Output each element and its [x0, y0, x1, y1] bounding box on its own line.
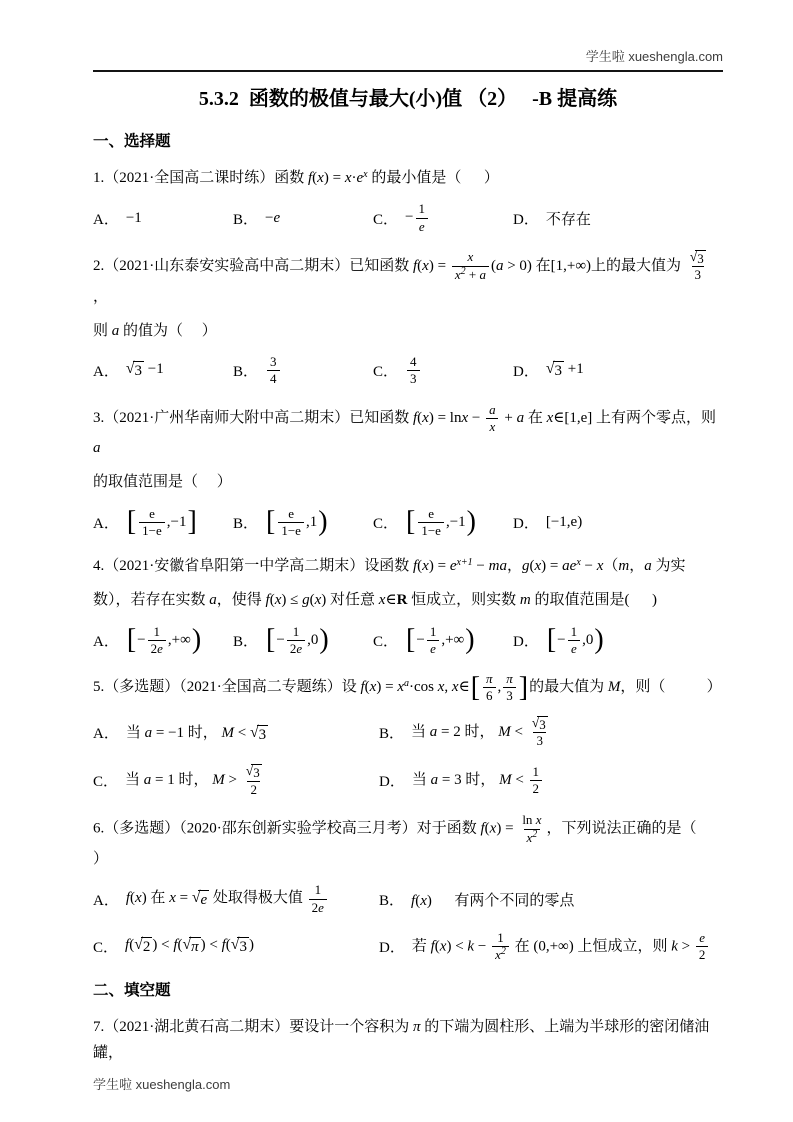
question-3-stem-continued: 的取值范围是（ ）: [93, 474, 232, 491]
option-value: f(x) 有两个不同的零点: [411, 892, 575, 909]
site-name: 学生啦 xueshengla.com: [93, 1077, 231, 1093]
option-label: D．: [513, 364, 539, 381]
question-5: [93, 671, 723, 798]
question-6-options-row-2: [93, 930, 723, 964]
question-6-option-a: [93, 882, 379, 916]
question-3: [93, 402, 723, 540]
option-label: C．: [93, 940, 119, 957]
option-label: B．: [233, 364, 259, 381]
option-label: A．: [93, 211, 119, 228]
question-1-option-b: [233, 208, 373, 229]
option-value: [− $\frac{1}{2e}$ ,+∞): [126, 623, 202, 656]
question-3-option-b: [233, 506, 373, 540]
page-title: 5.3.2 函数的极值与最大(小)值 （2） -B 提高练: [198, 88, 618, 110]
option-label: B．: [233, 515, 259, 532]
question-7: [93, 1014, 723, 1067]
option-value: f(x) 在 x = √ e 处取得极大值 $\frac{1}{2e}$: [126, 882, 329, 916]
option-value: [− $\frac{1}{2e}$ ,0): [266, 623, 329, 656]
header-divider: [93, 70, 723, 72]
question-2-option-b: [233, 354, 373, 388]
question-4-option-d: [513, 624, 723, 658]
option-value: 当 a = 1 时， M > √ 3 2: [125, 763, 260, 798]
question-7-stem: 7.（2021·湖北黄石高二期末）要设计一个容积为 π 的下端为圆柱形、上端为半球形的密闭储油罐，: [93, 1018, 710, 1061]
option-value: 若 f(x) < k − $\frac{1}{x^2}$ 在 (0,+∞) 上恒成立，则 k > $\frac{e}{2}$: [412, 930, 711, 964]
question-5-options-row-2: [93, 763, 723, 798]
option-label: C．: [373, 211, 399, 228]
option-label: D．: [379, 774, 405, 791]
option-value: √ 3 +1: [545, 360, 584, 380]
section-choice-questions: 一、选择题: [93, 133, 171, 150]
question-1-option-a: [93, 208, 233, 229]
question-3-options: [93, 506, 723, 540]
site-footer: [93, 1074, 723, 1093]
option-value: 不存在: [545, 211, 591, 228]
question-6: [93, 812, 723, 963]
question-6-option-d: [379, 930, 723, 964]
question-5-option-b: [379, 715, 723, 750]
question-2-stem-continued: 则 a 的值为（ ）: [93, 322, 217, 339]
option-label: A．: [93, 725, 119, 742]
option-label: D．: [513, 633, 539, 650]
option-label: C．: [373, 364, 399, 381]
option-label: C．: [373, 515, 399, 532]
question-4-option-b: [233, 624, 373, 658]
question-2-option-d: [513, 360, 723, 381]
question-6-option-c: [93, 936, 379, 957]
question-4-stem: 4.（2021·安徽省阜阳第一中学高二期末）设函数 $f(x) = e^{x+1}$ − ma，$g(x) = ae^x - x(m$，a 为实: [93, 557, 686, 575]
question-3-option-c: [373, 506, 513, 540]
question-3-option-a: [93, 506, 233, 540]
option-label: A．: [93, 364, 119, 381]
question-5-option-a: [93, 721, 379, 744]
question-6-option-b: [379, 889, 723, 910]
question-2-stem: 2.（2021·山东泰安实验高中高二期末）已知函数 f(x) = $\frac{x}{x^2 + a}$ (a > 0) 在[1,+∞)上的最大值为 √ 3 3 ，: [93, 248, 704, 305]
question-2-options: [93, 354, 723, 388]
option-label: A．: [93, 515, 119, 532]
question-2: [93, 249, 723, 388]
option-label: D．: [513, 515, 539, 532]
question-2-option-c: [373, 354, 513, 388]
option-value: f( √ 2 ) < f( √ π ) < f( √ 3 ): [125, 936, 254, 956]
option-label: D．: [513, 211, 539, 228]
option-value: [ $\frac{e}{1-e}$ ,1): [266, 505, 328, 538]
option-label: C．: [373, 633, 399, 650]
question-2-option-a: [93, 360, 233, 381]
question-5-stem: 5.（多选题）（2021·全国高二专题练）设 $f(x) = x^a\cdot\cos$ x, x∈[ $\frac{\pi}{6}$ , $\frac{\pi}{3}$ ]的最大值为 M，则（ ）: [93, 671, 722, 704]
option-value: [ $\frac{e}{1-e}$ ,−1): [406, 505, 476, 538]
option-value: − $\frac{1}{e}$: [405, 201, 430, 235]
option-value: 当 a = 3 时， M < $\frac{1}{2}$: [412, 764, 544, 798]
question-4-option-c: [373, 624, 513, 658]
option-value: [− $\frac{1}{e}$ ,0): [546, 623, 604, 656]
question-1-option-d: [513, 208, 723, 229]
question-6-options-row-1: [93, 882, 723, 916]
question-5-options-row-1: [93, 715, 723, 750]
option-label: D．: [379, 940, 405, 957]
option-value: $\frac{4}{3}$: [405, 354, 422, 388]
option-value: [−1,e): [545, 513, 583, 530]
question-6-stem: 6.（多选题）（2020·邵东创新实验学校高三月考）对于函数 f(x) = $\frac{\text{ln x}}{x^2}$ ，下列说法正确的是（ ）: [93, 812, 719, 868]
option-value: 当 a = 2 时， M < √ 3 3: [411, 714, 546, 749]
option-label: A．: [93, 633, 119, 650]
option-value: −e: [265, 209, 281, 226]
question-3-option-d: [513, 512, 723, 533]
question-4-option-a: [93, 624, 233, 658]
question-5-option-c: [93, 763, 379, 798]
question-1: [93, 165, 723, 235]
option-value: −1: [125, 209, 142, 226]
question-1-option-c: [373, 201, 513, 235]
question-3-stem: 3.（2021·广州华南师大附中高二期末）已知函数 f(x) = lnx − $\frac{a}{x}$ + a 在 x∈[1,e] 上有两个零点，则 a: [93, 401, 720, 457]
question-4-options: [93, 624, 723, 658]
option-value: √ 3 −1: [125, 360, 164, 380]
option-value: [− $\frac{1}{e}$ ,+∞): [406, 623, 475, 656]
option-value: 当 a = −1 时， M < √ 3: [125, 723, 267, 743]
option-label: C．: [93, 774, 119, 791]
option-label: B．: [233, 211, 259, 228]
site-name: 学生啦 xueshengla.com: [585, 49, 723, 64]
option-value: $\frac{3}{4}$: [265, 354, 282, 388]
section-fill-in-questions: 二、填空题: [93, 981, 171, 999]
question-5-option-d: [379, 764, 723, 798]
question-4-stem-continued: 数），若存在实数 a，使得 f(x) ≤ g(x) 对任意 x∈R 恒成立，则实数 m 的取值范围是( ): [93, 592, 658, 609]
option-label: B．: [379, 725, 405, 742]
question-1-stem: 1.（2021·全国高二课时练）函数 $f(x) = x\cdot e^x$ 的最小值是（ ）: [93, 169, 499, 186]
question-1-options: [93, 201, 723, 235]
site-header: [93, 46, 723, 65]
option-label: B．: [379, 892, 405, 909]
option-label: B．: [233, 633, 259, 650]
question-4: [93, 553, 723, 657]
option-label: A．: [93, 892, 119, 909]
option-value: [ $\frac{e}{1-e}$ ,−1]: [126, 505, 197, 538]
